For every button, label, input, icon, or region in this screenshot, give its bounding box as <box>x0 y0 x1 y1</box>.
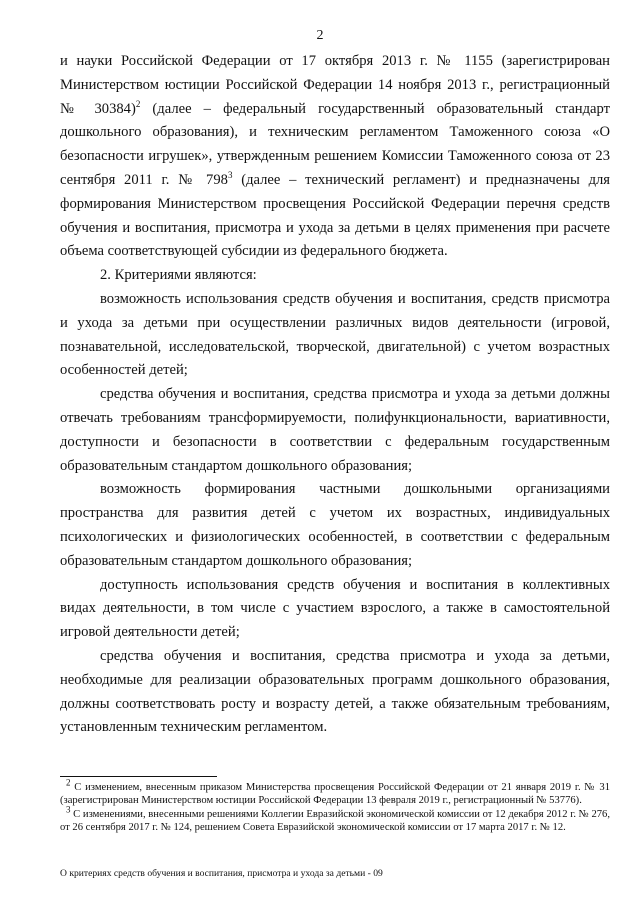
footnote-text: С изменениями, внесенными решениями Коллегии Евразийской экономической комиссии от 12 декабря 2012 г. № 276, от 26 сентября 2017 г. № 124, решением Совета Евразийской экономической комиссии от 17 марта 2017 г. № 12. <box>60 808 610 834</box>
criterion-paragraph: средства обучения и воспитания, средства присмотра и ухода за детьми должны отвечать требованиям трансформируемости, полифункциональности, вариативности, доступности и безопасности в соответствии с федеральным государственным образовательным стандартом дошкольного образования; <box>60 386 610 474</box>
criterion-paragraph: возможность формирования частными дошкольными организациями пространства для развития детей с учетом их возрастных, индивидуальных психологических и физиологических особенностей, в соответствии с федеральным образовательным стандартом дошкольного образования; <box>60 481 610 569</box>
footnote-3 <box>60 804 610 835</box>
document-footer: О критериях средств обучения и воспитания, присмотра и ухода за детьми - 09 <box>60 868 383 879</box>
criterion-paragraph: доступность использования средств обучения и воспитания в коллективных видах деятельности, в том числе с участием взрослого, а также в самостоятельной игровой деятельности детей; <box>60 576 610 641</box>
document-body <box>60 50 610 740</box>
paragraph-continuation <box>60 50 610 264</box>
footnote-mark: 2 <box>66 777 71 788</box>
section-heading-criteria: 2. Критериями являются: <box>100 267 257 284</box>
paragraph-text: и науки Российской Федерации от 17 октября 2013 г. № 1155 (зарегистрирован Министерством юстиции Российской Федерации 14 ноября 2013 г., регистрационный № 30384) <box>60 53 610 117</box>
footnote-ref-3: 3 <box>227 170 233 181</box>
footnote-mark: 3 <box>66 804 71 815</box>
footnote-separator <box>60 776 217 777</box>
paragraph-text: (далее – федеральный государственный образовательный стандарт дошкольного образования), и техническим регламентом Таможенного союза «О безопасности игрушек», утвержденным решением Комиссии Таможенного союза от 23 сентября 2011 г. № 798 <box>60 100 610 188</box>
paragraph-text: (далее – технический регламент) и предназначены для формирования Министерством просвещения Российской Федерации перечня средств обучения и воспитания, присмотра и ухода за детьми в целях применения при расчете объема соответствующей субсидии из федерального бюджета. <box>60 171 610 260</box>
footnotes <box>60 777 610 835</box>
criterion-paragraph: возможность использования средств обучения и воспитания, средств присмотра и ухода за детьми при осуществлении различных видов деятельности (игровой, познавательной, исследовательской, творческой, двигательной) с учетом возрастных особенностей детей; <box>60 290 610 379</box>
footnote-ref-2: 2 <box>135 98 141 109</box>
footnote-text: С изменением, внесенным приказом Министерства просвещения Российской Федерации от 21 января 2019 г. № 31 (зарегистрирован Министерством юстиции Российской Федерации 13 февраля 2019 г., регистрационный № 53776). <box>60 782 610 807</box>
page-number: 2 <box>316 28 324 43</box>
criterion-paragraph: средства обучения и воспитания, средства присмотра и ухода за детьми, необходимые для реализации образовательных программ дошкольного образования, должны соответствовать росту и возрасту детей, а также обязательным требованиям, установленным техническим регламентом. <box>60 647 610 736</box>
footnote-2 <box>60 777 610 808</box>
